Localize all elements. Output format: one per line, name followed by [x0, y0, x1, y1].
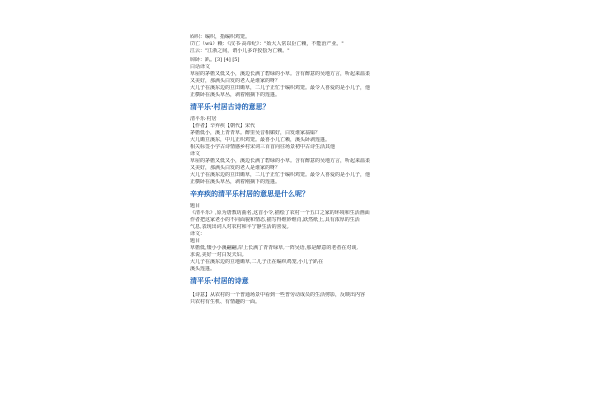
- explanation-line: 气息,表现出词人对农村和平宁静生活的喜爱。: [190, 224, 292, 230]
- poem-tags: 相关标签小学古诗情感乡村宋词三百首向往场景初中古诗生活其他: [190, 144, 336, 150]
- subheading-text: 白话译文: [190, 64, 211, 70]
- annotation-line: ⑺亡（wú）赖：《汉书·高帝纪》："始大人常以臣亡赖，不能治产业。": [190, 41, 344, 47]
- article-content: [190, 34, 420, 306]
- translation-line: 大儿子在溪东边的豆田锄草，二儿子正忙于编织鸡笼。最令人喜爱的是小儿子，他: [190, 85, 371, 91]
- subheading-text: 题目: [190, 203, 201, 209]
- explanation-line: 溪头莲蓬。: [190, 266, 216, 272]
- explanation-line: 草檐低,矮小小溪翩翩,岸上长满了青青绿草,一阵吴语,那是醉意的老者在对谈,: [190, 245, 358, 251]
- translation-line: 又美好，那满头白发的老人是谁家的呀？: [190, 78, 281, 84]
- poem-author: 【作者】辛弃疾【朝代】宋代: [190, 123, 256, 129]
- explanation-line: 求说,美好一对白发夫妇。: [190, 252, 247, 258]
- poem-title: 清平乐·村居: [190, 116, 217, 122]
- translation-line: 正横卧在溪头草丛，剥着刚摘下的莲蓬。: [190, 179, 281, 185]
- explanation-line: 大儿子在溪东边的豆地锄草,二儿子正在编织鸡笼,小儿子趴在: [190, 259, 324, 265]
- explanation-line: 作者把这家老小的不同面貌和情态,描写得维妙维肖,跃然纸上,具有浓厚的生活: [190, 217, 360, 223]
- explanation-line: 《清平乐》,原为唐教坊曲名,这首小令,描绘了农村一个五口之家的环境和生活画面: [190, 210, 370, 216]
- annotation-line: 江云："江浙之间，谓小儿多诈狡狯为亡赖。": [190, 48, 290, 54]
- translation-line: 草屋的茅檐又低又小，溪边长满了碧绿的小草。含有醉意的吴地方言，听起来温柔: [190, 71, 371, 77]
- translation-line: 大儿子在溪东边的豆田锄草，二儿子正忙于编织鸡笼。最令人喜爱的是小儿子，他: [190, 172, 371, 178]
- meaning-section: [190, 290, 420, 306]
- section-heading-link[interactable]: 清平乐·村居的诗意: [190, 277, 249, 285]
- subheading-text: 译文：: [190, 231, 206, 237]
- annotation-section: [190, 34, 420, 99]
- translation-line: 草屋的茅檐又低又小，溪边长满了碧绿的小草。含有醉意的吴地方言，听起来温柔: [190, 158, 371, 164]
- poem-line: 茅檐低小，溪上青青草。醉里吴音相媚好，白发谁家翁媪？: [190, 130, 321, 136]
- annotation-line: ⑹织：编织，指编织鸡笼。: [190, 34, 251, 40]
- translation-line: 正横卧在溪头草丛，剥着刚摘下的莲蓬。: [190, 92, 281, 98]
- poem-line: 大儿锄豆溪东，中儿正织鸡笼。最喜小儿亡赖，溪头卧剥莲蓬。: [190, 137, 331, 143]
- section-heading-link[interactable]: 清平乐·村居古诗的意思？: [190, 103, 270, 111]
- section-heading-link[interactable]: 辛弃疾的清平乐村居的意思是什么呢？: [190, 190, 309, 198]
- poem-section: [190, 116, 420, 186]
- subheading-text: 译文: [190, 151, 201, 157]
- translation-line: 又美好，那满头白发的老人是谁家的呀？: [190, 165, 281, 171]
- subheading-text: 题目: [190, 238, 201, 244]
- meaning-line: 【诗意】从农村的一个普通场景中看到一些普劳动成员的生活剪影，反映出内容: [190, 292, 366, 298]
- annotation-line: ⑻卧：趴。[3] [4] [5]: [190, 57, 240, 63]
- meaning-line: 只农村有生机、有情趣的一面。: [190, 299, 261, 305]
- explanation-section: [190, 203, 420, 273]
